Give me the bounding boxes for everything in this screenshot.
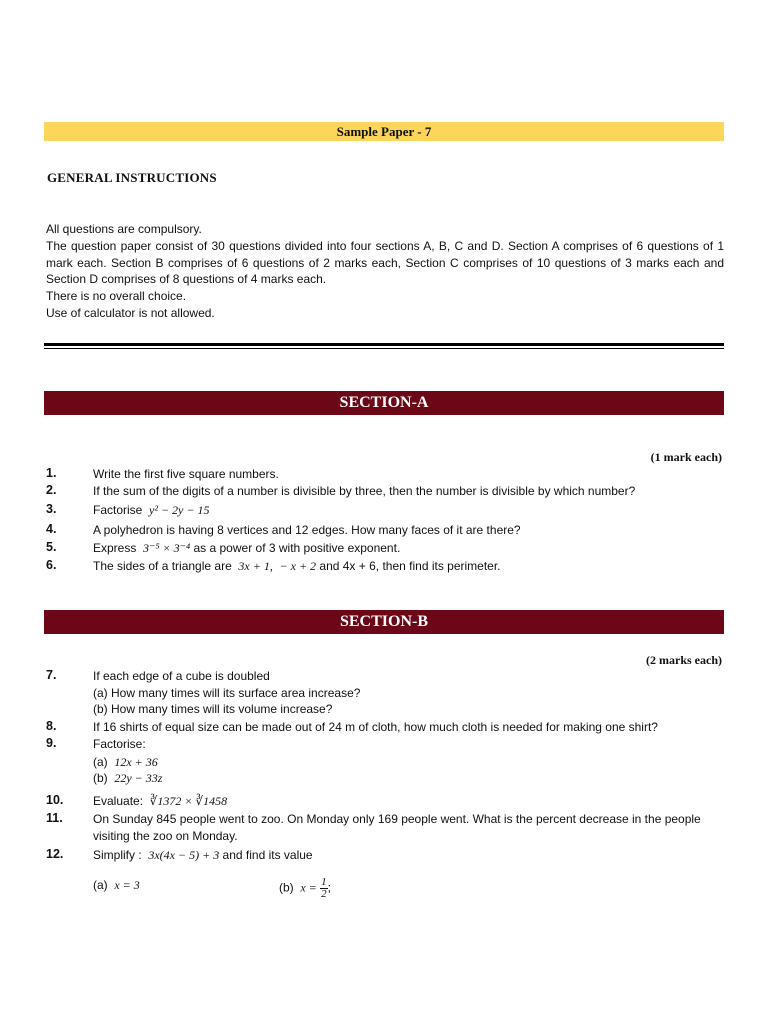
- general-instructions: [46, 221, 724, 322]
- question-text: [93, 540, 728, 557]
- question-number: 11.: [46, 811, 63, 825]
- question-text: [93, 668, 728, 718]
- instruction-line: The question paper consist of 30 questions divided into four sections A, B, C and D. Section A comprises of 6 questions of 1 mark each. Section B comprises of 6 questions of 2 marks each, Section C comprises of 10 questions of 3 marks each and Section D comprises of 8 questions of 4 marks each.: [46, 238, 724, 287]
- fraction-denominator: 2: [321, 888, 327, 900]
- math-expression: 3x + 1,: [238, 559, 273, 573]
- question-suffix: ;: [327, 880, 331, 895]
- question-text: [93, 502, 728, 519]
- math-expression: x =: [300, 880, 317, 895]
- instruction-line: All questions are compulsory.: [46, 222, 202, 236]
- section-a-marks: (1 mark each): [650, 450, 722, 464]
- question-number: 3.: [46, 502, 57, 516]
- math-expression: 3⁻⁵ × 3⁻⁴: [143, 541, 191, 555]
- question-number: 2.: [46, 483, 57, 497]
- math-expression: 3x(4x − 5) + 3: [148, 848, 220, 862]
- instruction-line: There is no overall choice.: [46, 289, 187, 304]
- question-text: [93, 558, 728, 575]
- part-label: (b): [93, 771, 108, 786]
- question-text: On Sunday 845 people went to zoo. On Monday only 169 people went. What is the percent decrease in the people visiting the zoo on Monday.: [93, 812, 701, 843]
- part-label: (a): [93, 754, 108, 769]
- section-b-header: SECTION-B: [44, 610, 724, 634]
- question-line: (a) How many times will its surface area increase?: [93, 685, 361, 700]
- question-part-b: [93, 770, 728, 787]
- question-number: 5.: [46, 540, 57, 554]
- divider-thin: [44, 348, 724, 349]
- fraction-numerator: 1: [321, 876, 327, 888]
- question-line: Factorise:: [93, 737, 146, 751]
- question-number: 8.: [46, 719, 57, 733]
- question-text: If 16 shirts of equal size can be made out of 24 m of cloth, how much cloth is needed for making one shirt?: [93, 720, 658, 734]
- general-instructions-heading: GENERAL INSTRUCTIONS: [47, 170, 217, 185]
- section-b-marks: (2 marks each): [646, 653, 722, 667]
- part-label: (a): [93, 878, 108, 892]
- question-prefix: Evaluate:: [93, 794, 144, 808]
- question-text: [93, 793, 728, 810]
- math-expression: − x + 2: [279, 559, 317, 573]
- question-number: 6.: [46, 558, 57, 572]
- question-text: [93, 847, 728, 864]
- question-number: 7.: [46, 668, 57, 682]
- question-number: 4.: [46, 522, 57, 536]
- question-number: 9.: [46, 736, 57, 750]
- instruction-line: Use of calculator is not allowed.: [46, 305, 215, 320]
- question-number: 12.: [46, 847, 64, 861]
- question-part-a: [93, 754, 728, 771]
- question-part-b: [279, 877, 768, 900]
- math-expression: x = 3: [114, 878, 140, 892]
- question-text: If the sum of the digits of a number is divisible by three, then the number is divisible by which number?: [93, 484, 636, 498]
- question-suffix: and find its value: [222, 848, 313, 862]
- question-suffix: and 4x + 6, then find its perimeter.: [319, 559, 501, 573]
- question-number: 10.: [46, 793, 64, 807]
- question-text: [93, 736, 728, 787]
- question-prefix: Simplify :: [93, 848, 142, 862]
- divider-thick: [44, 343, 724, 346]
- question-suffix: as a power of 3 with positive exponent.: [193, 541, 401, 555]
- section-a-header: SECTION-A: [44, 391, 724, 415]
- question-line: If each edge of a cube is doubled: [93, 669, 270, 683]
- math-expression: y² − 2y − 15: [149, 503, 210, 517]
- question-prefix: Factorise: [93, 503, 143, 517]
- question-text: Write the first five square numbers.: [93, 467, 279, 481]
- question-prefix: Express: [93, 541, 137, 555]
- question-text: A polyhedron is having 8 vertices and 12 edges. How many faces of it are there?: [93, 523, 521, 537]
- fraction: [320, 877, 328, 900]
- math-expression: 12x + 36: [114, 754, 158, 769]
- question-prefix: The sides of a triangle are: [93, 559, 232, 573]
- math-expression: 22y − 33z: [114, 771, 163, 786]
- part-label: (b): [279, 880, 294, 895]
- math-expression: ∛1372 × ∛1458: [149, 794, 228, 808]
- question-line: (b) How many times will its volume increase?: [93, 702, 333, 717]
- question-number: 1.: [46, 466, 57, 480]
- paper-title: Sample Paper - 7: [44, 122, 724, 141]
